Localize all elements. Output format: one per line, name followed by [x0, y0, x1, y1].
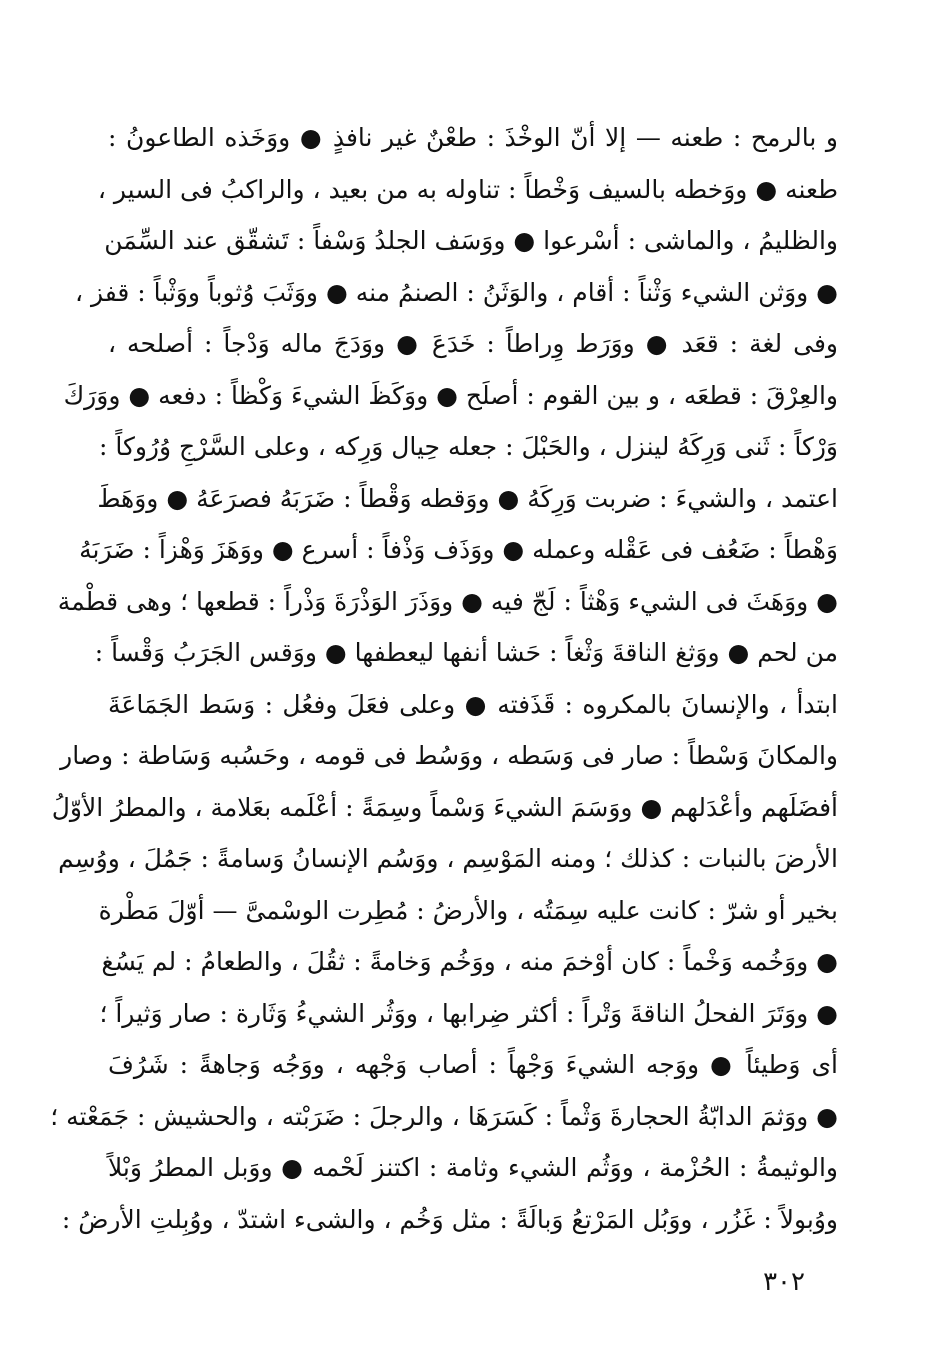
text-line: أفضَلَهم وأعْدَلهم ● ووَسَمَ الشيءَ وَسْماً وسِمَةً : أعْلَمه بعَلامة ، والمطرُ الأوّلُ	[51, 792, 838, 822]
text-line: طعنه ● ووَخطه بالسيف وَخْطاً : تناوله به من بعيد ، والراكبُ فى السير ،	[97, 174, 838, 204]
text-line: ووُبولاً : غَزُر ، ووَبُل المَرْتعُ وَبالَةً : مثل وَخُم ، والشىء اشتدّ ، ووُبِلتِ الأرضُ :	[61, 1204, 838, 1234]
text-line: بخير أو شرّ : كانت عليه سِمَتُه ، والأرضُ : مُطِرت الوسْمىَّ — أوّلَ مَطْرة	[98, 895, 838, 925]
text-line: اعتمد ، والشيءَ : ضربت وَرِكَهُ ● ووَقطه وَقْطاً : ضَرَبَهُ فصرَعَهُ ● ووَهَطَ	[97, 483, 838, 513]
text-line: وفى لغة : قعَد ● ووَرَط وِراطاً : خَدَعَ ● ووَدَجَ ماله وَدْجاً : أصلحه ،	[108, 329, 838, 358]
text-line: وَرْكاً : ثَنى وَرِكَهُ لينزل ، والحَبْلَ : جعله حِيال وَرِكه ، وعلى السَّرْجِ وُرُوكاً :	[98, 432, 838, 461]
dictionary-text-block	[50, 112, 838, 1245]
text-line: أى وَطيئاً ● ووَجه الشيءَ وَجْهاً : أصاب وَجْهه ، ووَجُه وَجاهةً : شَرُفَ	[108, 1050, 838, 1079]
text-line: والظليمُ ، والماشى : أسْرعوا ● ووَسَف الجلدُ وَسْفاً : تَشقّق عند السِّمَن	[104, 226, 838, 255]
text-line: من لحم ● ووَثغ الناقةَ وَثْغاً : حَشا أنفها ليعطفها ● ووَقس الجَرَبُ وَقْساً :	[94, 638, 838, 667]
text-line: ابتدأ ، والإنسانَ بالمكروه : قَذَفته ● وعلى فعَلَ وفعُل : وَسَط الجَمَاعَةَ	[108, 689, 838, 719]
text-line: ● ووَثمَ الدابّةُ الحجارةَ وَثْماً : كَسَرَهَا ، والرجلَ : ضَرَبْته ، والحشيش : جَمَعْته ؛	[50, 1101, 838, 1131]
text-line: والمكانَ وَسْطاً : صار فى وَسَطه ، ووَسُط فى قومه ، وحَسُبه وَسَاطة : وصار	[60, 741, 838, 770]
text-line: والوثيمةُ : الحُزْمة ، ووَثُم الشيء وثامة : اكتنز لَحْمه ● ووَبل المطرُ وَبْلاً	[108, 1153, 838, 1182]
text-line: ● ووَتَرَ الفحلُ الناقةَ وَتْراً : أكثر ضِرابها ، ووَثُر الشيءُ وَثَارة : صار وَثيراً ؛	[99, 998, 838, 1028]
text-line: ● ووَثن الشيء وَثْناً : أقام ، والوَثَنُ : الصنمُ منه ● ووَثَبَ وُثوباً ووَثْباً : قفز ،	[74, 277, 838, 307]
text-line: الأرضَ بالنبات : كذلك ؛ ومنه المَوْسِم ، ووَسُم الإنسانُ وَسامةً : جَمُلَ ، ووُسِم	[58, 844, 838, 873]
text-line: ● ووَخُمه وَخْماً : كان أوْخمَ منه ، ووَخُم وَخامةً : ثقُلَ ، والطعامُ : لم يَسُغ	[101, 947, 838, 976]
text-line: والعِرْقَ : قطعَه ، و بين القوم : أصلَح ● ووَكَظَ الشيءَ وَكْظاً : دفعه ● ووَرَكَ	[63, 380, 838, 410]
text-line: ● ووَهَثَ فى الشيء وَهْثاً : لَجّ فيه ● ووَذَرَ الوَذْرَةَ وَذْراً : قطعها ؛ وهى قطْمة	[57, 586, 838, 616]
text-line: و بالرمح : طعنه — إلا أنّ الوخْذَ : طعْنٌ غير نافذٍ ● ووَخَذه الطاعونُ :	[108, 123, 838, 152]
page-number: ٣٠٢	[763, 1267, 805, 1297]
text-line: وَهْطاً : ضَعُف فى عَقْله وعمله ● ووَذَف وَذْفاً : أسرع ● ووَهَزَ وَهْزاً : ضَرَبَهُ	[79, 535, 838, 564]
